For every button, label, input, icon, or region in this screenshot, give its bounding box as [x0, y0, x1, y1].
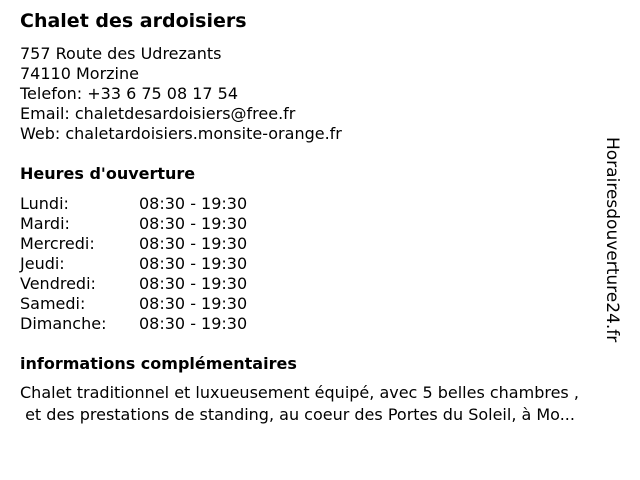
day-label: Vendredi: — [20, 274, 96, 293]
hours-row-wednesday — [20, 234, 280, 254]
web-line: Web: chaletardoisiers.monsite-orange.fr — [20, 124, 342, 143]
hours-row-thursday — [20, 254, 280, 274]
day-label: Mercredi: — [20, 234, 95, 253]
business-name: Chalet des ardoisiers — [20, 10, 247, 32]
time-range: 08:30 - 19:30 — [139, 214, 248, 233]
opening-hours-table — [20, 194, 280, 334]
time-range: 08:30 - 19:30 — [139, 294, 248, 313]
description-line: et des prestations de standing, au coeur des Portes du Soleil, à Mo... — [20, 405, 575, 424]
description-line: Chalet traditionnel et luxueusement équipé, avec 5 belles chambres , — [20, 383, 579, 402]
email-line: Email: chaletdesardoisiers@free.fr — [20, 104, 296, 123]
day-label: Mardi: — [20, 214, 70, 233]
address-city: 74110 Morzine — [20, 64, 139, 83]
address-street: 757 Route des Udrezants — [20, 44, 222, 63]
time-range: 08:30 - 19:30 — [139, 314, 248, 333]
day-label: Dimanche: — [20, 314, 107, 333]
hours-row-saturday — [20, 294, 280, 314]
time-range: 08:30 - 19:30 — [139, 254, 248, 273]
time-range: 08:30 - 19:30 — [139, 194, 248, 213]
hours-row-sunday — [20, 314, 280, 334]
day-label: Jeudi: — [20, 254, 65, 273]
time-range: 08:30 - 19:30 — [139, 234, 248, 253]
hours-row-friday — [20, 274, 280, 294]
hours-row-tuesday — [20, 214, 280, 234]
watermark-text: Horairesdouverture24.fr — [602, 137, 622, 343]
opening-hours-heading: Heures d'ouverture — [20, 164, 196, 183]
additional-info-text — [20, 382, 579, 426]
time-range: 08:30 - 19:30 — [139, 274, 248, 293]
additional-info-heading: informations complémentaires — [20, 354, 297, 373]
phone-line: Telefon: +33 6 75 08 17 54 — [20, 84, 239, 103]
hours-row-monday — [20, 194, 280, 214]
day-label: Lundi: — [20, 194, 69, 213]
contact-block — [20, 44, 342, 144]
day-label: Samedi: — [20, 294, 86, 313]
